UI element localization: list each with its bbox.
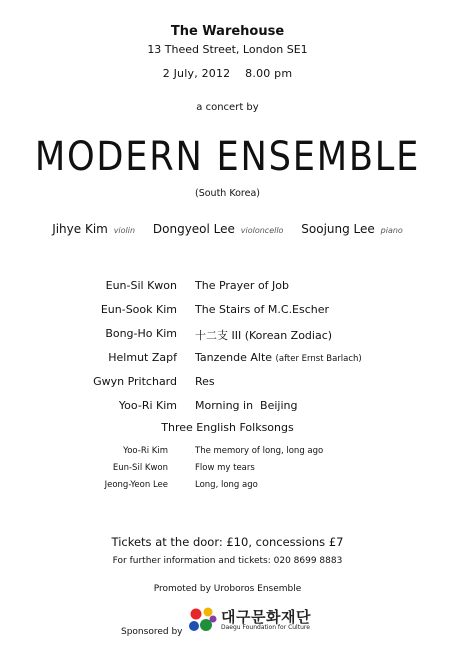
performer-name: Jihye Kim [52, 222, 108, 236]
program-row [0, 303, 455, 319]
program-work [195, 279, 289, 292]
logo-dot [189, 621, 199, 631]
performer-instrument: piano [380, 226, 403, 235]
program-composer: Eun-Sook Kim [100, 303, 177, 316]
folksong-row [0, 480, 455, 494]
program-work-note: (after Ernst Barlach) [275, 354, 362, 364]
folksong-row [0, 463, 455, 477]
sponsor-logo-mark-icon [189, 607, 217, 633]
folksongs-title: Three English Folksongs [161, 421, 294, 434]
program-composer: Gwyn Pritchard [93, 375, 177, 388]
sponsor-logo-english: Daegu Foundation for Culture [221, 624, 310, 631]
ensemble-country: (South Korea) [195, 188, 260, 199]
program-work-title: Morning in Beijing [195, 399, 298, 412]
program-row [0, 279, 455, 295]
folksong-work: Flow my tears [195, 463, 255, 473]
program-work-title: Res [195, 375, 215, 388]
folksong-row [0, 446, 455, 460]
folksong-composer: Eun-Sil Kwon [112, 463, 168, 473]
venue-name: The Warehouse [170, 24, 285, 39]
performer-name: Dongyeol Lee [152, 222, 235, 236]
program-work [195, 327, 332, 343]
sponsor-logo-korean: 대구문화재단 [221, 608, 311, 626]
program-work-title: The Prayer of Job [195, 279, 290, 292]
program-row [0, 351, 455, 367]
program-row [0, 327, 455, 343]
program-row [0, 375, 455, 391]
contact-info: For further information and tickets: 020 8699 8883 [112, 556, 343, 566]
performer-name: Soojung Lee [301, 222, 375, 236]
program-work [195, 399, 298, 412]
logo-dot [210, 616, 217, 623]
folksong-composer: Jeong-Yeon Lee [104, 480, 168, 490]
sponsor-logo [189, 607, 339, 633]
program-composer: Yoo-Ri Kim [118, 399, 177, 412]
program-composer: Bong-Ho Kim [105, 327, 177, 340]
program-work-title: Tanzende Alte [195, 351, 273, 364]
performer-instrument: violoncello [240, 226, 284, 235]
folksong-composer: Yoo-Ri Kim [123, 446, 168, 456]
tickets-info: Tickets at the door: £10, concessions £7 [111, 535, 344, 549]
folksong-work: Long, long ago [195, 480, 258, 490]
program-work-title: The Stairs of M.C.Escher [195, 303, 330, 316]
ensemble-title: MODERN ENSEMBLE [34, 134, 421, 180]
venue-address: 13 Theed Street, London SE1 [147, 43, 308, 56]
program-composer: Eun-Sil Kwon [105, 279, 177, 292]
program-composer: Helmut Zapf [108, 351, 177, 364]
program-work-title: 十二支 III (Korean Zodiac) [195, 329, 333, 342]
program-work [195, 303, 329, 316]
program-work [195, 351, 362, 364]
concert-by-label: a concert by [196, 102, 259, 113]
promoter-line: Promoted by Uroboros Ensemble [153, 584, 302, 594]
logo-dot [204, 608, 213, 617]
folksong-work: The memory of long, long ago [195, 446, 324, 456]
program-row [0, 399, 455, 415]
performers-line [0, 222, 455, 236]
concert-date: 2 July, 2012 8.00 pm [162, 67, 293, 80]
logo-dot [191, 609, 202, 620]
program-work [195, 375, 215, 388]
performer-instrument: violin [113, 226, 136, 235]
sponsored-by-label: Sponsored by [121, 627, 183, 637]
